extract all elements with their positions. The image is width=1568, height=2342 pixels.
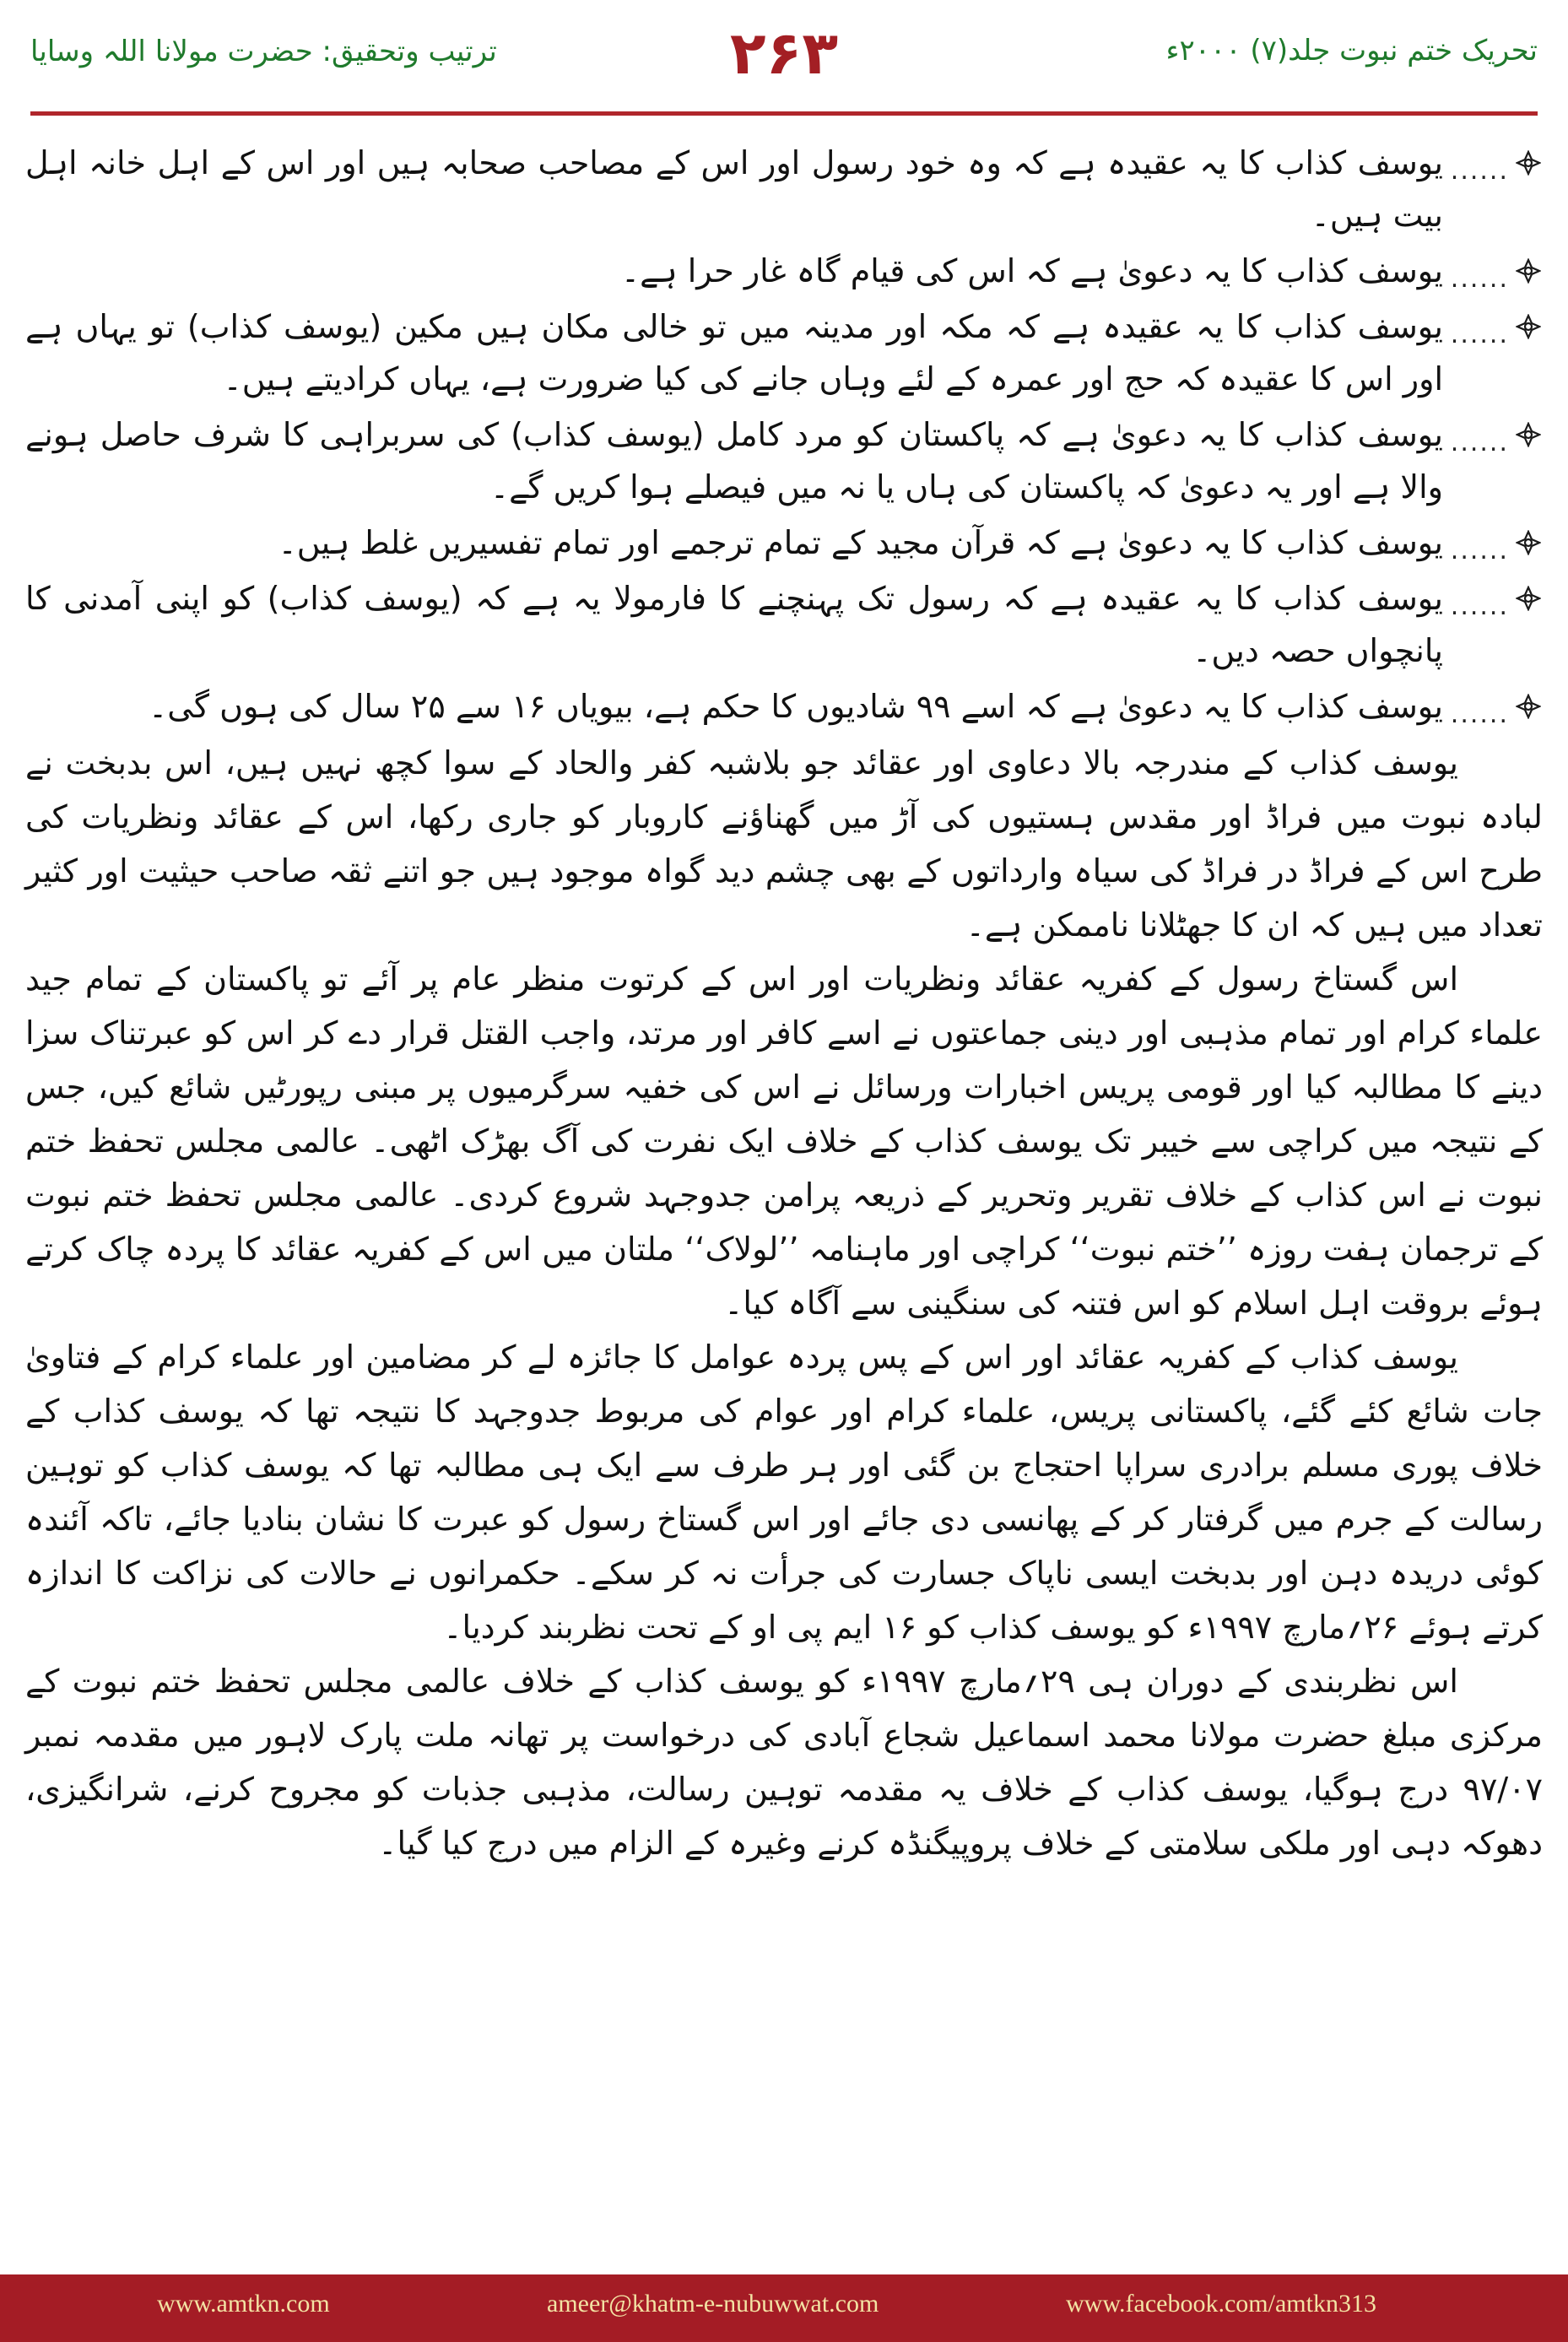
- bullet-text: یوسف کذاب کا یہ عقیدہ ہے کہ رسول تک پہنچنے کا فارمولا یہ ہے کہ (یوسف کذاب) کو اپنی آمدنی کا پانچواں حصہ دیں۔: [25, 580, 1443, 669]
- page-number: ۲۶۳: [729, 19, 839, 88]
- bullet-marker: ......: [1450, 684, 1543, 729]
- email-link[interactable]: ameer@khatm-e-nubuwwat.com: [547, 2290, 879, 2318]
- flower-icon: [1516, 258, 1541, 284]
- bullet-text: یوسف کذاب کا یہ دعویٰ ہے کہ قرآن مجید کے تمام ترجمے اور تمام تفسیریں غلط ہیں۔: [278, 524, 1443, 561]
- bullet-item: [25, 572, 1543, 677]
- body-paragraph: یوسف کذاب کے مندرجہ بالا دعاوی اور عقائد جو بلاشبہ کفر والحاد کے سوا کچھ نہیں ہیں، اس بدبخت نے لبادہ نبوت میں فراڈ اور مقدس ہستیوں کی آڑ میں گھناؤنے کاروبار کو جاری رکھا، اس کے عقائد ونظریات کی طرح اس کے فراڈ در فراڈ کی سیاہ وارداتوں کے بھی چشم دید گواہ موجود ہیں جو اتنے ثقہ صاحب حیثیت اور کثیر تعداد میں ہیں کہ ان کا جھٹلانا ناممکن ہے۔: [25, 744, 1543, 944]
- bullet-item: [25, 137, 1543, 241]
- body-paragraph: یوسف کذاب کے کفریہ عقائد اور اس کے پس پردہ عوامل کا جائزہ لے کر مضامین اور علماء کرام کے فتاویٰ جات شائع کئے گئے، پاکستانی پریس، علماء کرام اور عوام کی مربوط جدوجہد کا نتیجہ تھا کہ یوسف کذاب کے خلاف پوری مسلم برادری سراپا احتجاج بن گئی اور ہر طرف سے ایک ہی مطالبہ تھا کہ یوسف کذاب کو توہین رسالت کے جرم میں گرفتار کر کے پھانسی دی جائے اور اس گستاخ رسول کو عبرت کا نشان بنادیا جائے، تاکہ آئندہ کوئی دریدہ دہن اور بدبخت ایسی ناپاک جسارت کی جرأت نہ کر سکے۔ حکمرانوں نے حالات کی نزاکت کا اندازہ کرتے ہوئے ۲۶؍مارچ ۱۹۹۷ء کو یوسف کذاب کو ۱۶ ایم پی او کے تحت نظربند کردیا۔: [25, 1339, 1543, 1646]
- bullet-marker: ......: [1450, 520, 1543, 565]
- bullet-item: [25, 680, 1543, 733]
- bullet-item: [25, 300, 1543, 405]
- compiler-credit: ترتیب وتحقیق: حضرت مولانا اللہ وسایا: [30, 35, 497, 68]
- page-header: [0, 0, 1568, 135]
- bullet-marker: ......: [1450, 248, 1543, 294]
- facebook-link[interactable]: www.facebook.com/amtkn313: [1066, 2290, 1376, 2318]
- bullet-marker: ......: [1450, 576, 1543, 621]
- book-title: تحریک ختم نبوت جلد(۷) ۲۰۰۰ء: [1165, 34, 1538, 68]
- flower-icon: [1516, 422, 1541, 447]
- flower-icon: [1516, 314, 1541, 339]
- bullet-marker: ......: [1450, 304, 1543, 349]
- page-body: [25, 137, 1543, 2179]
- body-paragraph: اس گستاخ رسول کے کفریہ عقائد ونظریات اور اس کے کرتوت منظر عام پر آئے تو پاکستان کے تمام جید علماء کرام اور تمام مذہبی اور دینی جماعتوں نے اسے کافر اور مرتد، واجب القتل قرار دے کر اس کو عبرتناک سزا دینے کا مطالبہ کیا اور قومی پریس اخبارات ورسائل نے اس کی خفیہ سرگرمیوں پر مبنی رپورٹیں شائع کیں، جس کے نتیجہ میں کراچی سے خیبر تک یوسف کذاب کے خلاف ایک نفرت کی آگ بھڑک اٹھی۔ عالمی مجلس تحفظ ختم نبوت نے اس کذاب کے خلاف تقریر وتحریر کے ذریعہ پرامن جدوجہد شروع کردی۔ عالمی مجلس تحفظ ختم نبوت کے ترجمان ہفت روزہ ’’ختم نبوت‘‘ کراچی اور ماہنامہ ’’لولاک‘‘ ملتان میں اس کے کفریہ عقائد کا پردہ چاک کرتے ہوئے بروقت اہل اسلام کو اس فتنہ کی سنگینی سے آگاہ کیا۔: [25, 960, 1543, 1322]
- bullet-item: [25, 245, 1543, 297]
- bullet-marker: ......: [1450, 140, 1543, 186]
- flower-icon: [1516, 586, 1541, 611]
- bullet-text: یوسف کذاب کا یہ عقیدہ ہے کہ مکہ اور مدینہ میں تو خالی مکان ہیں مکین (یوسف کذاب) تو یہاں ہے اور اس کا عقیدہ کہ حج اور عمرہ کے لئے وہاں جانے کی کیا ضرورت ہے، یہاں کرادیتے ہیں۔: [25, 308, 1443, 398]
- bullet-item: [25, 408, 1543, 513]
- header-rule: [30, 111, 1538, 116]
- bullet-item: [25, 517, 1543, 569]
- flower-icon: [1516, 150, 1541, 176]
- bullet-text: یوسف کذاب کا یہ دعویٰ ہے کہ پاکستان کو مرد کامل (یوسف کذاب) کی سربراہی کا شرف حاصل ہونے والا ہے اور یہ دعویٰ کہ پاکستان کی ہاں یا نہ میں فیصلے ہوا کریں گے۔: [25, 416, 1443, 506]
- body-paragraph: اس نظربندی کے دوران ہی ۲۹؍مارچ ۱۹۹۷ء کو یوسف کذاب کے خلاف عالمی مجلس تحفظ ختم نبوت کے مرکزی مبلغ حضرت مولانا محمد اسماعیل شجاع آبادی کی درخواست پر تھانہ ملت پارک لاہور میں مقدمہ نمبر ۹۷/۰۷ درج ہوگیا، یوسف کذاب کے خلاف یہ مقدمہ توہین رسالت، مذہبی جذبات کو مجروح کرنے، شرانگیزی، دھوکہ دہی اور ملکی سلامتی کے خلاف پروپیگنڈہ کرنے وغیرہ کے الزام میں درج کیا گیا۔: [25, 1663, 1543, 1862]
- bullet-text: یوسف کذاب کا یہ دعویٰ ہے کہ اس کی قیام گاہ غار حرا ہے۔: [620, 252, 1443, 289]
- bullet-text: یوسف کذاب کا یہ دعویٰ ہے کہ اسے ۹۹ شادیوں کا حکم ہے، بیویاں ۱۶ سے ۲۵ سال کی ہوں گی۔: [148, 688, 1443, 725]
- flower-icon: [1516, 694, 1541, 719]
- website-link[interactable]: www.amtkn.com: [157, 2290, 330, 2318]
- bullet-text: یوسف کذاب کا یہ عقیدہ ہے کہ وہ خود رسول اور اس کے مصاحب صحابہ ہیں اور اس کے اہل خانہ اہل بیت ہیں۔: [25, 144, 1443, 234]
- bullet-marker: ......: [1450, 412, 1543, 457]
- flower-icon: [1516, 530, 1541, 555]
